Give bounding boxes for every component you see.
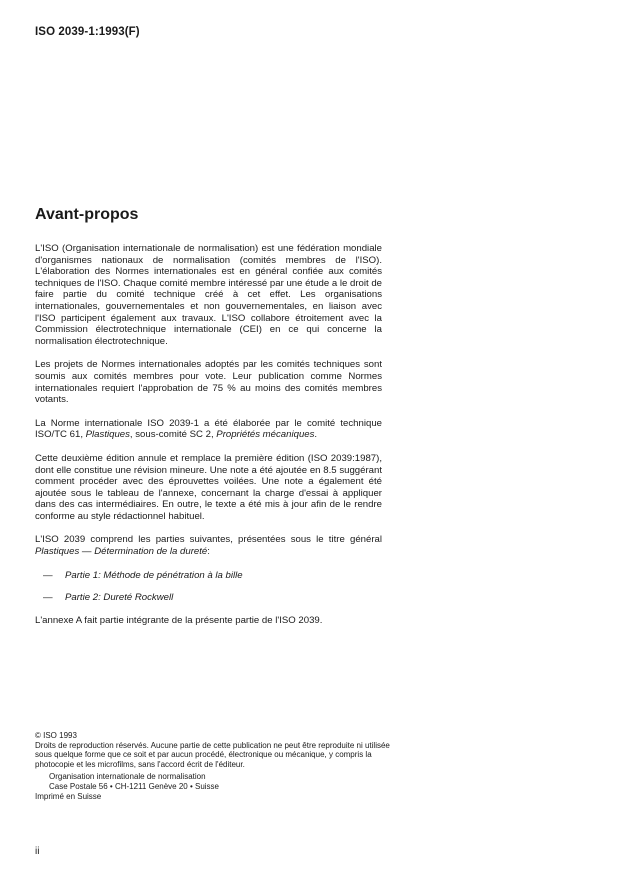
standard-id-header: ISO 2039-1:1993(F) xyxy=(35,26,140,38)
paragraph-annex: L'annexe A fait partie intégrante de la présente partie de l'ISO 2039. xyxy=(35,614,323,626)
page-title: Avant-propos xyxy=(35,206,139,223)
postal-address: Case Postale 56 • CH-1211 Genève 20 • Suisse xyxy=(49,781,219,791)
rights-notice: Droits de reproduction réservés. Aucune partie de cette publication ne peut être reproduite ni utilisée sous quelque forme que ce soit et par aucun procédé, électronique ou mécanique, y compris la photocopie et les microfilms, sans l'accord écrit de l'éditeur. xyxy=(35,740,390,769)
committee-plastics: Plastiques xyxy=(85,429,130,441)
list-item xyxy=(35,570,382,582)
paragraph-iso-intro: L'ISO (Organisation internationale de normalisation) est une fédération mondiale d'organismes nationaux de normalisation (comités membres de l'ISO). L'élaboration des Normes internationales est en général confiée aux comités techniques de l'ISO. Chaque comité membre intéressé par une étude a le droit de faire partie du comité technique créé à cet effet. Les organisations internationales, gouvernementales et non gouvernementales, en liaison avec l'ISO participent également aux travaux. L'ISO collabore étroitement avec la Commission électrotechnique internationale (CEI) en ce qui concerne la normalisation électrotechnique. xyxy=(35,243,382,347)
organization-name: Organisation internationale de normalisation xyxy=(49,772,206,782)
paragraph-voting: Les projets de Normes internationales adoptés par les comités techniques sont soumis aux comités membres pour vote. Leur publication comme Normes internationales requiert l'approbation de 75 % au moins des comités membres votants. xyxy=(35,359,382,406)
part-1-title: Partie 1: Méthode de pénétration à la bille xyxy=(65,569,243,581)
copyright-line: © ISO 1993 xyxy=(35,731,77,740)
elaboration-text: La Norme internationale ISO 2039-1 a été élaborée par le comité technique ISO/TC 61, xyxy=(35,417,382,441)
subcommittee-mechanical-properties: Propriétés mécaniques xyxy=(216,429,315,441)
foreword-body xyxy=(35,243,382,638)
elaboration-text-sc: , sous-comité SC 2, xyxy=(129,429,217,441)
paragraph-parts xyxy=(35,534,382,557)
dash-bullet: — xyxy=(43,592,53,604)
parts-intro: L'ISO 2039 comprend les parties suivantes, présentées sous le titre général xyxy=(35,534,382,546)
elaboration-end: . xyxy=(314,429,318,441)
copyright-block xyxy=(35,731,395,801)
list-item xyxy=(35,592,382,604)
paragraph-elaboration xyxy=(35,418,382,441)
paragraph-edition: Cette deuxième édition annule et remplace la première édition (ISO 2039:1987), dont elle constitue une révision mineure. Une note a été ajoutée en 8.5 suggérant comment procéder avec des éprouvettes voilées. Une note a également été ajoutée sous le tableau de l'annexe, concernant la charge d'essai à appliquer dans des cas intermédiaires. En outre, le texte a été mis à jour afin de le rendre conforme au style rédactionnel habituel. xyxy=(35,452,382,522)
dash-bullet: — xyxy=(43,569,53,581)
page-number: ii xyxy=(35,846,40,857)
parts-general-title: Plastiques — Détermination de la dureté xyxy=(35,546,208,558)
parts-colon: : xyxy=(207,546,210,558)
printed-in: Imprimé en Suisse xyxy=(35,791,102,801)
part-2-title: Partie 2: Dureté Rockwell xyxy=(65,592,174,604)
